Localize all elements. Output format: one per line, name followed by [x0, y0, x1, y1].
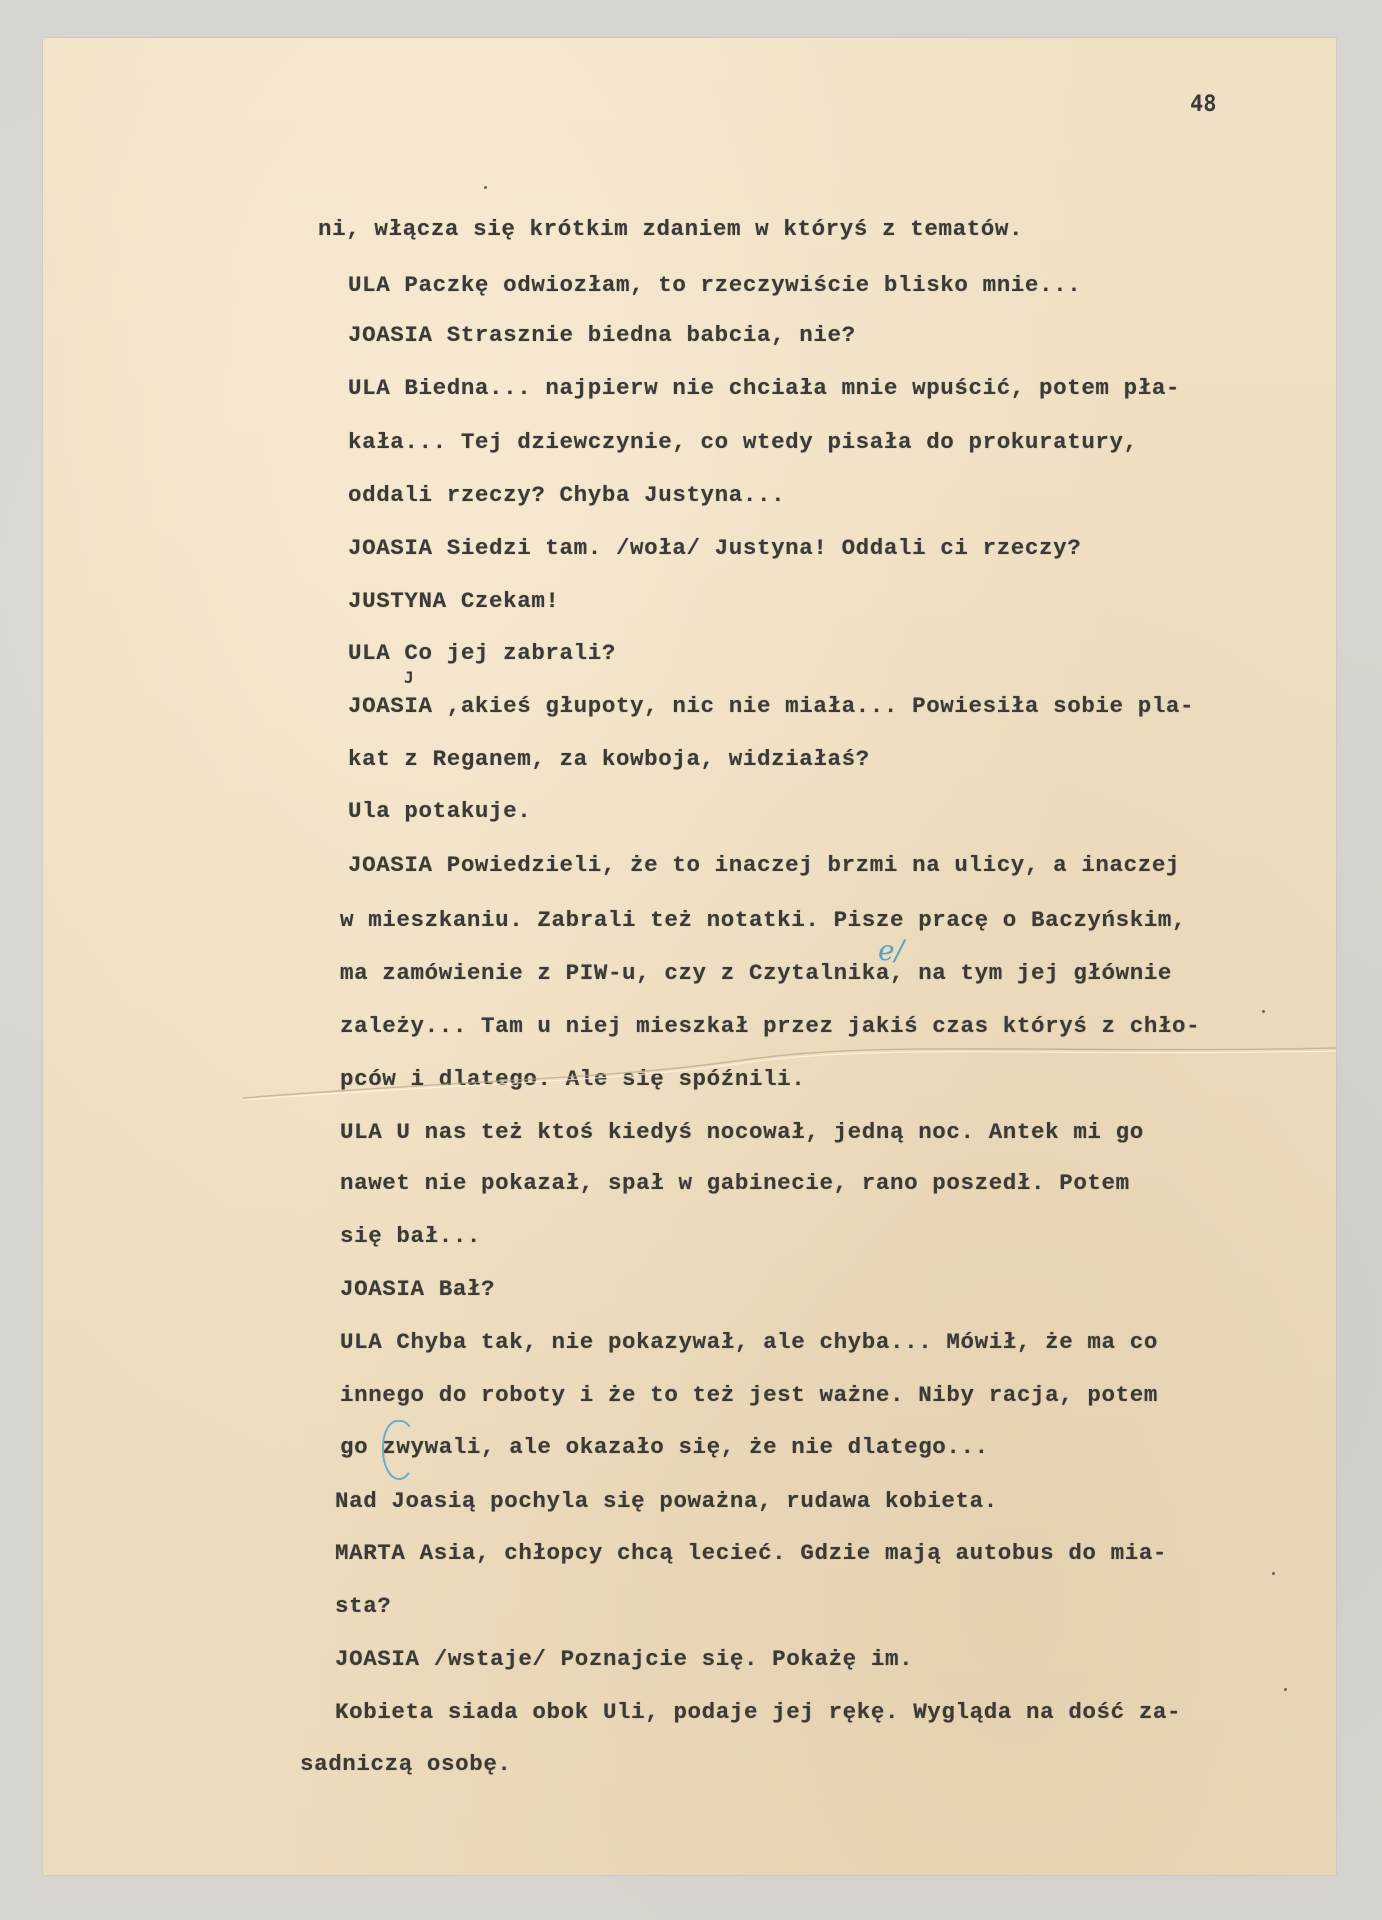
- text-line: zależy... Tam u niej mieszkał przez jakiś czas któryś z chło-: [340, 1013, 1201, 1039]
- text-line: ULA Biedna... najpierw nie chciała mnie wpuścić, potem pła-: [348, 375, 1181, 401]
- text-line: Kobieta siada obok Uli, podaje jej rękę. Wygląda na dość za-: [335, 1699, 1182, 1725]
- text-line: go zwywali, ale okazało się, że nie dlatego...: [340, 1434, 989, 1460]
- text-line: JOASIA Bał?: [340, 1276, 496, 1302]
- text-line: ni, włącza się krótkim zdaniem w któryś z tematów.: [318, 216, 1024, 242]
- text-line: ULA U nas też ktoś kiedyś nocował, jedną noc. Antek mi go: [340, 1119, 1144, 1145]
- text-line: ULA Co jej zabrali?: [348, 640, 616, 666]
- text-line: sta?: [335, 1593, 392, 1619]
- text-line: w mieszkaniu. Zabrali też notatki. Pisze pracę o Baczyńskim,: [340, 907, 1187, 933]
- paper-speck: [1284, 1688, 1287, 1691]
- text-line: się bał...: [340, 1223, 482, 1249]
- text-line: innego do roboty i że to też jest ważne. Niby racja, potem: [340, 1382, 1158, 1408]
- text-line: JOASIA ,akieś głupoty, nic nie miała... Powiesiła sobie pla-: [348, 693, 1195, 719]
- text-line: oddali rzeczy? Chyba Justyna...: [348, 482, 786, 508]
- paper-speck: [1262, 1010, 1265, 1013]
- text-line: Ula potakuje.: [348, 798, 532, 824]
- text-line: sadniczą osobę.: [300, 1751, 512, 1777]
- handwritten-correction-j: J: [404, 668, 414, 687]
- page-number: 48: [1190, 92, 1217, 117]
- text-line: ma zamówienie z PIW-u, czy z Czytalnika, na tym jej głównie: [340, 960, 1173, 986]
- text-line: kała... Tej dziewczynie, co wtedy pisała do prokuratury,: [348, 429, 1138, 455]
- text-line: ULA Paczkę odwiozłam, to rzeczywiście blisko mnie...: [348, 272, 1082, 298]
- handwritten-circle-mark: [382, 1420, 416, 1480]
- text-line: pców i dlatego. Ale się spóźnili.: [340, 1066, 806, 1092]
- text-line: nawet nie pokazał, spał w gabinecie, rano poszedł. Potem: [340, 1170, 1130, 1196]
- paper-speck: [484, 186, 487, 189]
- typescript-page: [43, 38, 1336, 1875]
- text-line: JOASIA Siedzi tam. /woła/ Justyna! Oddali ci rzeczy?: [348, 535, 1082, 561]
- text-line: Nad Joasią pochyla się poważna, rudawa kobieta.: [335, 1488, 998, 1514]
- text-line: JOASIA Powiedzieli, że to inaczej brzmi na ulicy, a inaczej: [348, 852, 1181, 878]
- text-line: JUSTYNA Czekam!: [348, 588, 560, 614]
- text-line: ULA Chyba tak, nie pokazywał, ale chyba... Mówił, że ma co: [340, 1329, 1158, 1355]
- paper-speck: [1272, 1572, 1275, 1575]
- text-line: JOASIA Strasznie biedna babcia, nie?: [348, 322, 856, 348]
- text-line: JOASIA /wstaje/ Poznajcie się. Pokażę im.: [335, 1646, 914, 1672]
- handwritten-correction-e: e/: [878, 934, 905, 967]
- text-line: kat z Reganem, za kowboja, widziałaś?: [348, 746, 870, 772]
- text-line: MARTA Asia, chłopcy chcą lecieć. Gdzie mają autobus do mia-: [335, 1540, 1168, 1566]
